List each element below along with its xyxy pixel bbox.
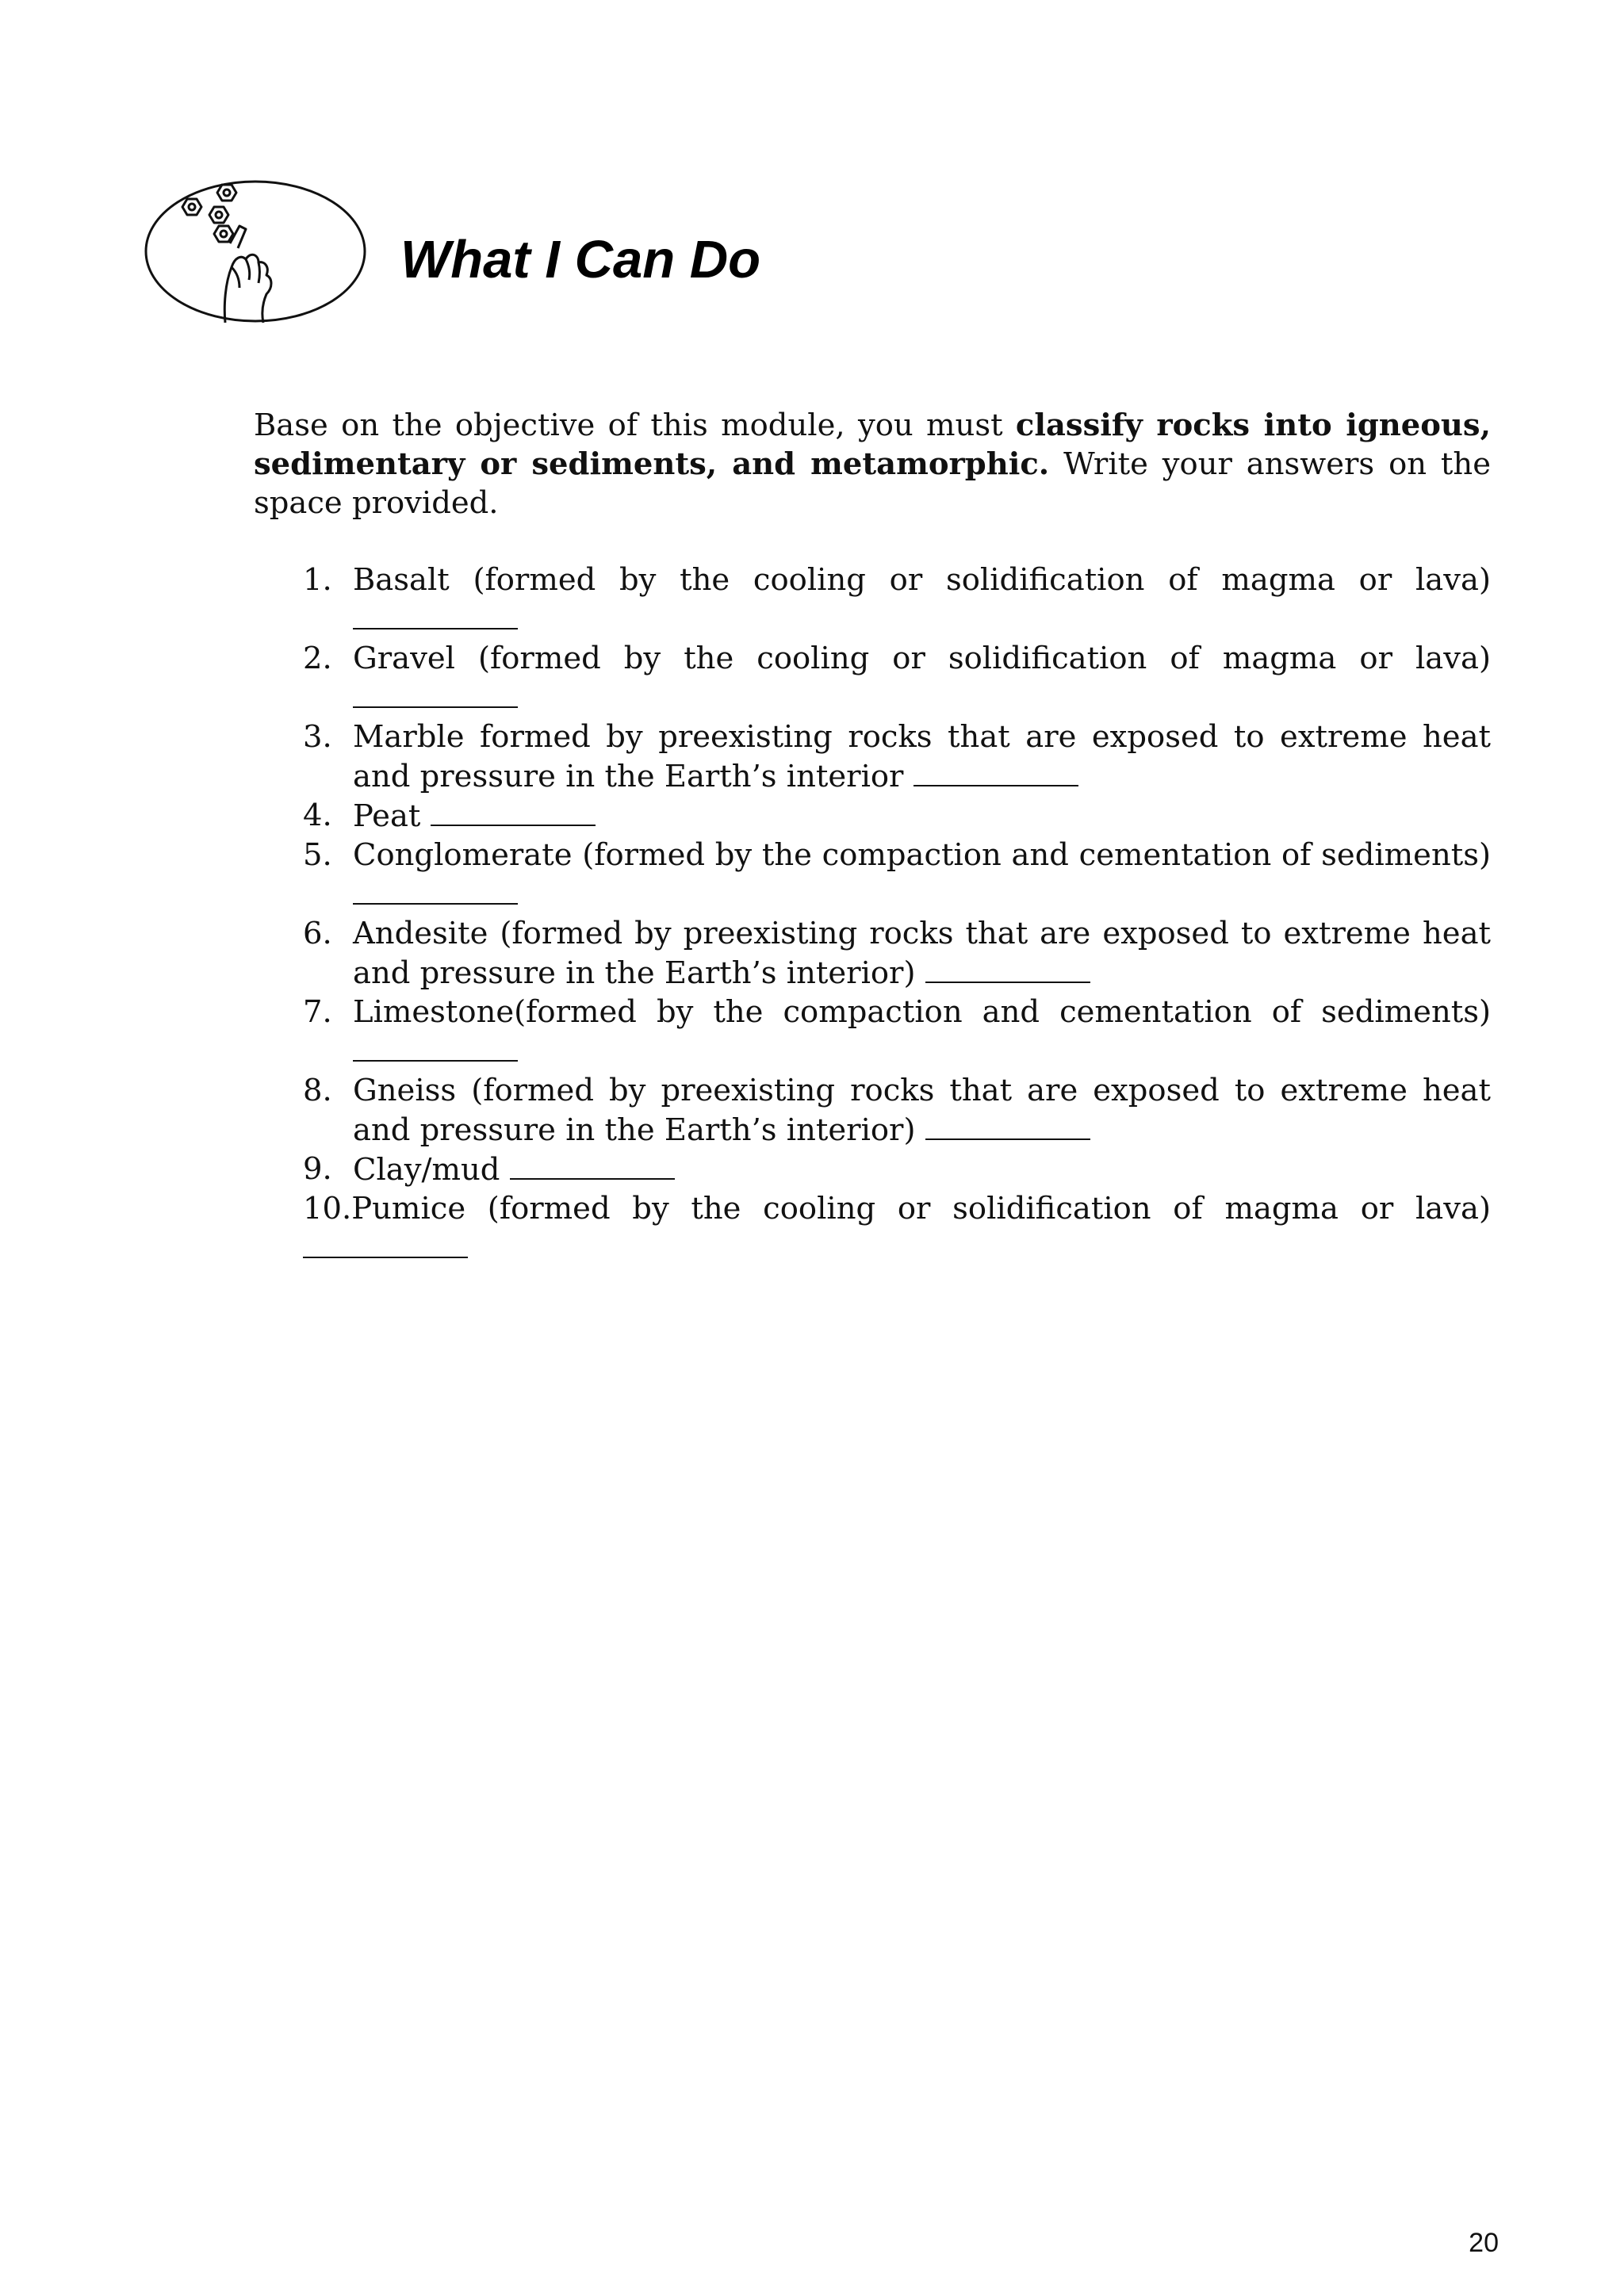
- answer-blank[interactable]: [353, 1031, 518, 1062]
- answer-blank[interactable]: [353, 874, 518, 905]
- item-text: Gravel (formed by the cooling or solidification of magma or lava): [353, 641, 1491, 676]
- answer-blank[interactable]: [431, 796, 596, 826]
- item-number: 1.: [303, 562, 332, 598]
- list-item: [303, 561, 1491, 639]
- item-text: Andesite (formed by preexisting rocks that are exposed to extreme heat and pressure in the Earth’s interior): [353, 916, 1491, 991]
- intro-tail: Write your answers on the space provided.: [254, 446, 1491, 521]
- item-number: 10.: [303, 1191, 352, 1226]
- item-text: Basalt (formed by the cooling or solidification of magma or lava): [353, 562, 1491, 598]
- answer-blank[interactable]: [914, 756, 1078, 786]
- item-text: Limestone(formed by the compaction and cementation of sediments): [353, 994, 1491, 1030]
- item-number: 5.: [303, 837, 332, 873]
- answer-blank[interactable]: [303, 1228, 468, 1258]
- page-number: 20: [1469, 2228, 1499, 2258]
- item-number: 3.: [303, 719, 332, 755]
- list-item: [303, 718, 1491, 796]
- item-text: Clay/mud: [353, 1152, 510, 1188]
- item-number: 4.: [303, 798, 332, 833]
- answer-blank[interactable]: [353, 599, 518, 629]
- list-item: [303, 1071, 1491, 1150]
- list-item: [303, 1189, 1491, 1268]
- list-item: [303, 836, 1491, 914]
- list-item: [303, 639, 1491, 718]
- item-number: 7.: [303, 994, 332, 1030]
- list-item: [303, 914, 1491, 993]
- answer-blank[interactable]: [353, 678, 518, 708]
- item-number: 8.: [303, 1073, 332, 1108]
- item-text: Gneiss (formed by preexisting rocks that are exposed to extreme heat and pressure in the Earth’s interior): [353, 1073, 1491, 1148]
- item-text: Pumice (formed by the cooling or solidification of magma or lava): [351, 1191, 1491, 1226]
- intro-lead: Base on the objective of this module, you must: [254, 408, 1016, 443]
- rock-classification-list: [303, 561, 1491, 1268]
- item-text: Peat: [353, 798, 431, 834]
- answer-blank[interactable]: [925, 953, 1090, 983]
- intro-paragraph: [254, 406, 1491, 522]
- answer-blank[interactable]: [925, 1110, 1090, 1140]
- list-item: [303, 796, 1491, 836]
- hand-holding-nuts-icon: [143, 178, 369, 325]
- page-title: What I Can Do: [400, 230, 761, 289]
- list-item: [303, 1150, 1491, 1189]
- list-item: [303, 993, 1491, 1071]
- item-text: Marble formed by preexisting rocks that are exposed to extreme heat and pressure in the Earth’s interior: [353, 719, 1491, 794]
- item-number: 6.: [303, 916, 332, 951]
- answer-blank[interactable]: [510, 1150, 675, 1180]
- item-text: Conglomerate (formed by the compaction and cementation of sediments): [353, 837, 1491, 873]
- intro-emphasis: classify rocks into igneous, sedimentary or sediments, and metamorphic.: [254, 408, 1491, 482]
- item-number: 2.: [303, 641, 332, 676]
- item-number: 9.: [303, 1151, 332, 1187]
